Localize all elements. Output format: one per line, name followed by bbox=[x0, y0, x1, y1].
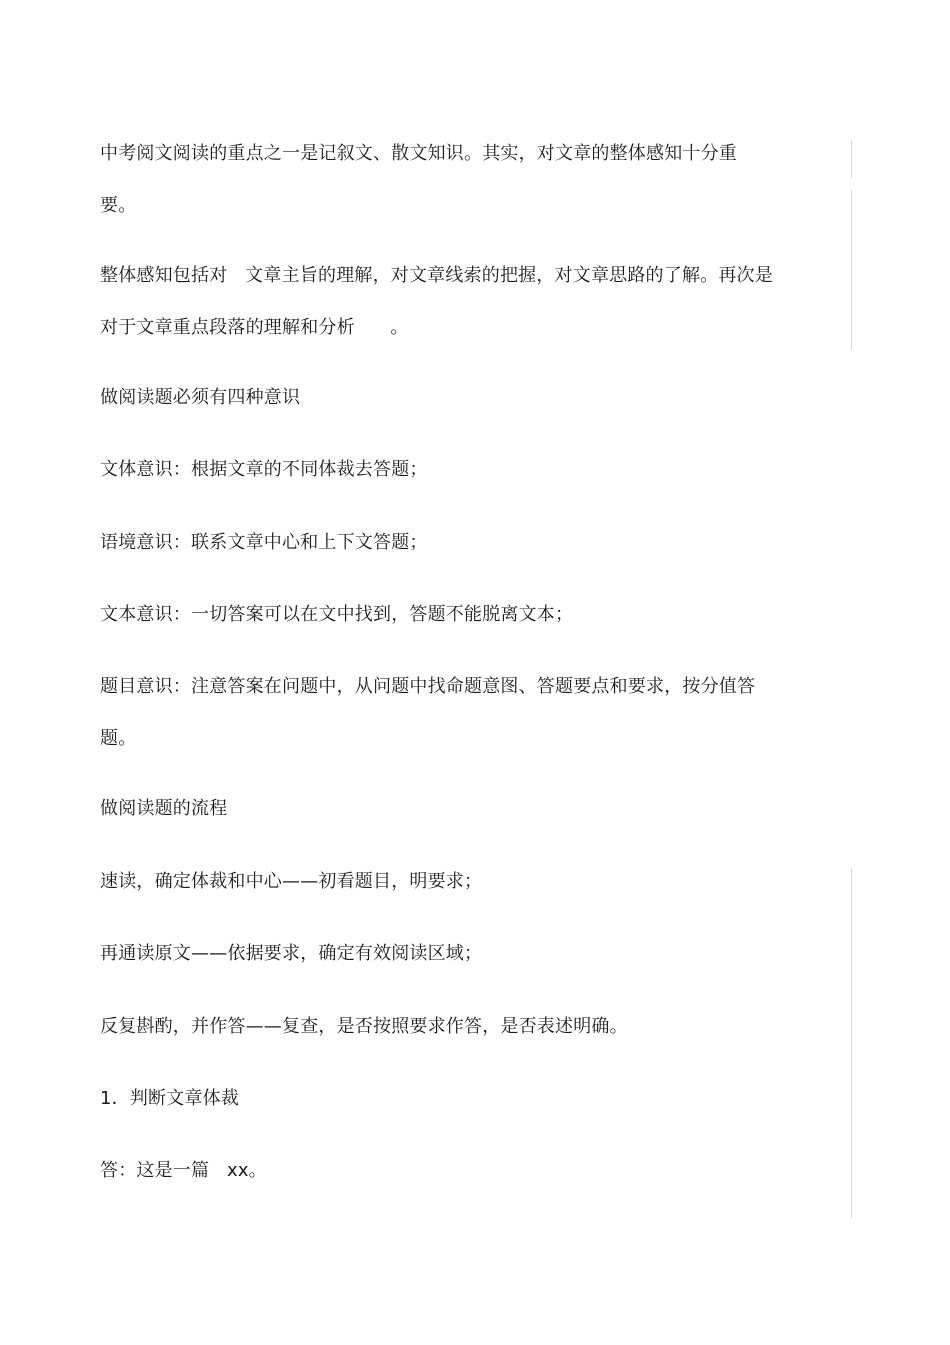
margin-rule bbox=[851, 868, 852, 1218]
section-heading: 做阅读题必须有四种意识 bbox=[100, 387, 301, 408]
paragraph-line: 语境意识：联系文章中心和上下文答题； bbox=[100, 532, 428, 553]
question-heading: 1．判断文章体裁 bbox=[100, 1088, 240, 1109]
paragraph-line: 中考阅文阅读的重点之一是记叙文、散文知识。其实，对文章的整体感知十分重 bbox=[100, 143, 737, 164]
paragraph-line: 题目意识：注意答案在问题中，从问题中找命题意图、答题要点和要求，按分值答 bbox=[100, 676, 756, 697]
answer-line: 答：这是一篇 xx。 bbox=[100, 1160, 267, 1181]
paragraph-line: 反复斟酌，并作答——复查，是否按照要求作答，是否表述明确。 bbox=[100, 1016, 628, 1037]
paragraph-line: 速读，确定体裁和中心——初看题目，明要求； bbox=[100, 871, 483, 892]
paragraph-line: 题。 bbox=[100, 728, 137, 749]
margin-rule bbox=[851, 140, 852, 178]
margin-rule bbox=[851, 190, 852, 350]
paragraph-line: 文体意识：根据文章的不同体裁去答题； bbox=[100, 459, 428, 480]
paragraph-line: 再通读原文——依据要求，确定有效阅读区域； bbox=[100, 943, 483, 964]
section-heading: 做阅读题的流程 bbox=[100, 798, 228, 819]
paragraph-line: 对于文章重点段落的理解和分析 。 bbox=[100, 317, 409, 338]
paragraph-line: 整体感知包括对 文章主旨的理解，对文章线索的把握，对文章思路的了解。再次是 bbox=[100, 265, 773, 286]
paragraph-line: 要。 bbox=[100, 195, 137, 216]
paragraph-line: 文本意识：一切答案可以在文中找到，答题不能脱离文本； bbox=[100, 604, 574, 625]
